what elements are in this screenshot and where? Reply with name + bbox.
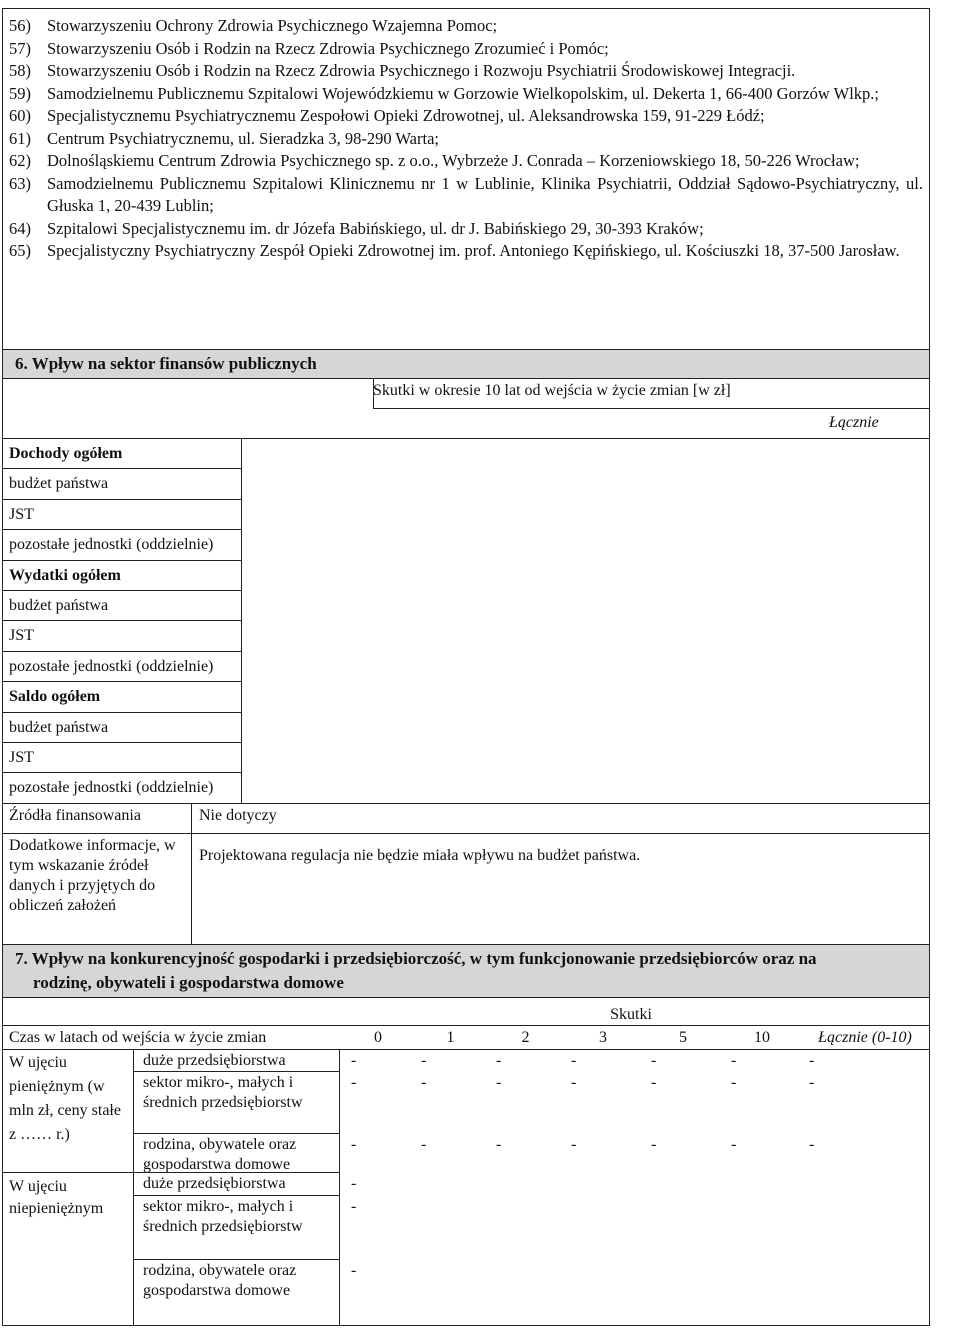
- effect-value: -: [731, 1074, 737, 1091]
- section-6-total-header: Łącznie: [829, 414, 879, 431]
- effect-value: -: [421, 1052, 427, 1069]
- list-item-text: Samodzielnemu Publicznemu Szpitalowi Klinicznemu nr 1 w Lublinie, Klinika Psychiatrii, Oddział Sądowo-Psychiatryczny, ul. Głuska 1, 20-439 Lublin;: [47, 173, 923, 215]
- effect-value: -: [809, 1136, 815, 1153]
- list-item-number: 61): [9, 128, 31, 148]
- effect-value: -: [351, 1074, 357, 1091]
- time-label: Czas w latach od wejścia w życie zmian: [9, 1029, 267, 1046]
- list-item-number: 60): [9, 106, 31, 125]
- section-7-heading: [3, 945, 929, 997]
- list-item: [9, 60, 923, 83]
- list-item-text: Samodzielnemu Publicznemu Szpitalowi Wojewódzkiemu w Gorzowie Wielkopolskim, ul. Dekerta 1, 66-400 Gorzów Wlkp.;: [47, 83, 880, 103]
- section-6-effects-header: Skutki w okresie 10 lat od wejścia w życie zmian [w zł]: [373, 382, 731, 399]
- finance-row-label: pozostałe jednostki (oddzielnie): [9, 536, 214, 554]
- effect-value: -: [651, 1136, 657, 1153]
- effect-value: -: [351, 1262, 357, 1279]
- list-item-number: 57): [9, 38, 31, 58]
- year-header: Łącznie (0-10): [818, 1029, 912, 1046]
- effect-value: -: [651, 1052, 657, 1069]
- effect-row-label: sektor mikro-, małych i średnich przedsiębiorstw: [143, 1074, 303, 1111]
- year-header: 10: [754, 1029, 770, 1046]
- list-item: [9, 105, 923, 128]
- list-item-text: Centrum Psychiatrycznemu, ul. Sieradzka 3, 98-290 Warta;: [47, 128, 439, 148]
- list-item-text: Dolnośląskiemu Centrum Zdrowia Psychicznego sp. z o.o., Wybrzeże J. Conrada – Korzeniowskiego 18, 50-226 Wrocław;: [47, 151, 860, 170]
- list-item: [9, 173, 923, 218]
- effect-value: -: [651, 1074, 657, 1091]
- list-item-number: 62): [9, 151, 31, 170]
- additional-info-value: Projektowana regulacja nie będzie miała wpływu na budżet państwa.: [199, 847, 641, 864]
- finance-row-label: JST: [9, 749, 34, 766]
- year-header: 1: [446, 1029, 455, 1046]
- list-item: [9, 218, 923, 241]
- effect-row-label: duże przedsiębiorstwa: [143, 1052, 286, 1069]
- effect-value: -: [496, 1136, 502, 1153]
- list-item-text: Specjalistyczny Psychiatryczny Zespół Opieki Zdrowotnej im. prof. Antoniego Kępińskiego, ul. Kościuszki 18, 37-500 Jarosław.: [47, 241, 900, 260]
- year-header: 5: [679, 1029, 687, 1046]
- finance-row-label: JST: [9, 627, 34, 645]
- section-6-heading: [3, 350, 929, 378]
- finance-row-label: pozostałe jednostki (oddzielnie): [9, 657, 214, 675]
- finance-row-label: budżet państwa: [9, 597, 109, 614]
- effect-value: -: [571, 1074, 577, 1091]
- effect-value: -: [351, 1136, 357, 1153]
- effect-value: -: [351, 1052, 357, 1069]
- effect-row-label: sektor mikro-, małych i średnich przedsiębiorstw: [143, 1198, 303, 1235]
- document-page: [2, 8, 930, 1326]
- year-header: 2: [521, 1029, 530, 1046]
- list-item-number: 63): [9, 173, 31, 193]
- effect-value: -: [421, 1074, 427, 1091]
- list-item: [9, 150, 923, 173]
- effect-value: -: [571, 1052, 577, 1069]
- effect-row-label: rodzina, obywatele oraz gospodarstwa domowe: [143, 1136, 297, 1173]
- finance-row-label: Dochody ogółem: [9, 445, 123, 462]
- effect-value: -: [351, 1198, 357, 1215]
- recipients-list: [9, 15, 923, 263]
- year-header: 0: [374, 1029, 382, 1046]
- list-item: [9, 128, 923, 151]
- list-item-number: 59): [9, 83, 31, 103]
- effect-row-label: rodzina, obywatele oraz gospodarstwa domowe: [143, 1262, 297, 1299]
- list-item-number: 56): [9, 16, 31, 35]
- effect-value: -: [421, 1136, 427, 1153]
- list-item-number: 65): [9, 241, 31, 260]
- year-header: 3: [599, 1029, 607, 1046]
- effect-value: -: [731, 1052, 737, 1069]
- list-item-number: 64): [9, 218, 31, 238]
- finance-row-label: Wydatki ogółem: [9, 566, 121, 584]
- list-item: [9, 38, 923, 61]
- section-6-title: 6. Wpływ na sektor finansów publicznych: [15, 354, 317, 373]
- nonmonetary-label: W ujęciu niepieniężnym: [9, 1178, 104, 1217]
- additional-info-label: Dodatkowe informacje, w tym wskazanie źródeł danych i przyjętych do obliczeń założeń: [9, 837, 176, 914]
- effect-value: -: [496, 1052, 502, 1069]
- list-item-text: Szpitalowi Specjalistycznemu im. dr Józefa Babińskiego, ul. dr J. Babińskiego 29, 30-393 Kraków;: [47, 218, 704, 238]
- section-7-title-line2: rodzinę, obywateli i gospodarstwa domowe: [33, 973, 344, 992]
- finance-row-label: Saldo ogółem: [9, 688, 101, 706]
- effect-value: -: [496, 1074, 502, 1091]
- list-item-number: 58): [9, 61, 31, 80]
- effect-row-label: duże przedsiębiorstwa: [143, 1175, 286, 1192]
- effect-value: -: [351, 1175, 357, 1192]
- finance-row-label: pozostałe jednostki (oddzielnie): [9, 779, 214, 797]
- list-item-text: Stowarzyszeniu Osób i Rodzin na Rzecz Zdrowia Psychicznego i Rozwoju Psychiatrii Środowiskowej Integracji.: [47, 61, 796, 80]
- list-item-text: Stowarzyszeniu Osób i Rodzin na Rzecz Zdrowia Psychicznego Zrozumieć i Pomóc;: [47, 38, 609, 58]
- sources-label: Źródła finansowania: [9, 807, 141, 824]
- section-7-effects-header: Skutki: [610, 1006, 652, 1023]
- list-item: [9, 15, 923, 38]
- finance-row-label: budżet państwa: [9, 475, 109, 493]
- finance-row-label: budżet państwa: [9, 718, 109, 736]
- effect-value: -: [731, 1136, 737, 1153]
- effect-value: -: [809, 1074, 815, 1091]
- sources-value: Nie dotyczy: [199, 807, 277, 824]
- list-item-text: Specjalistycznemu Psychiatrycznemu Zespołowi Opieki Zdrowotnej, ul. Aleksandrowska 159, 91-229 Łódź;: [47, 106, 765, 125]
- section-7-title-line1: 7. Wpływ na konkurencyjność gospodarki i przedsiębiorczość, w tym funkcjonowanie przedsiębiorców oraz na: [15, 949, 817, 968]
- finance-row-label: JST: [9, 505, 34, 523]
- effect-value: -: [809, 1052, 815, 1069]
- list-item: [9, 83, 923, 106]
- monetary-label: W ujęciu pieniężnym (w mln zł, ceny stałe z …… r.): [9, 1054, 121, 1143]
- effect-value: -: [571, 1136, 577, 1153]
- list-item: [9, 240, 923, 263]
- list-item-text: Stowarzyszeniu Ochrony Zdrowia Psychicznego Wzajemna Pomoc;: [47, 16, 498, 35]
